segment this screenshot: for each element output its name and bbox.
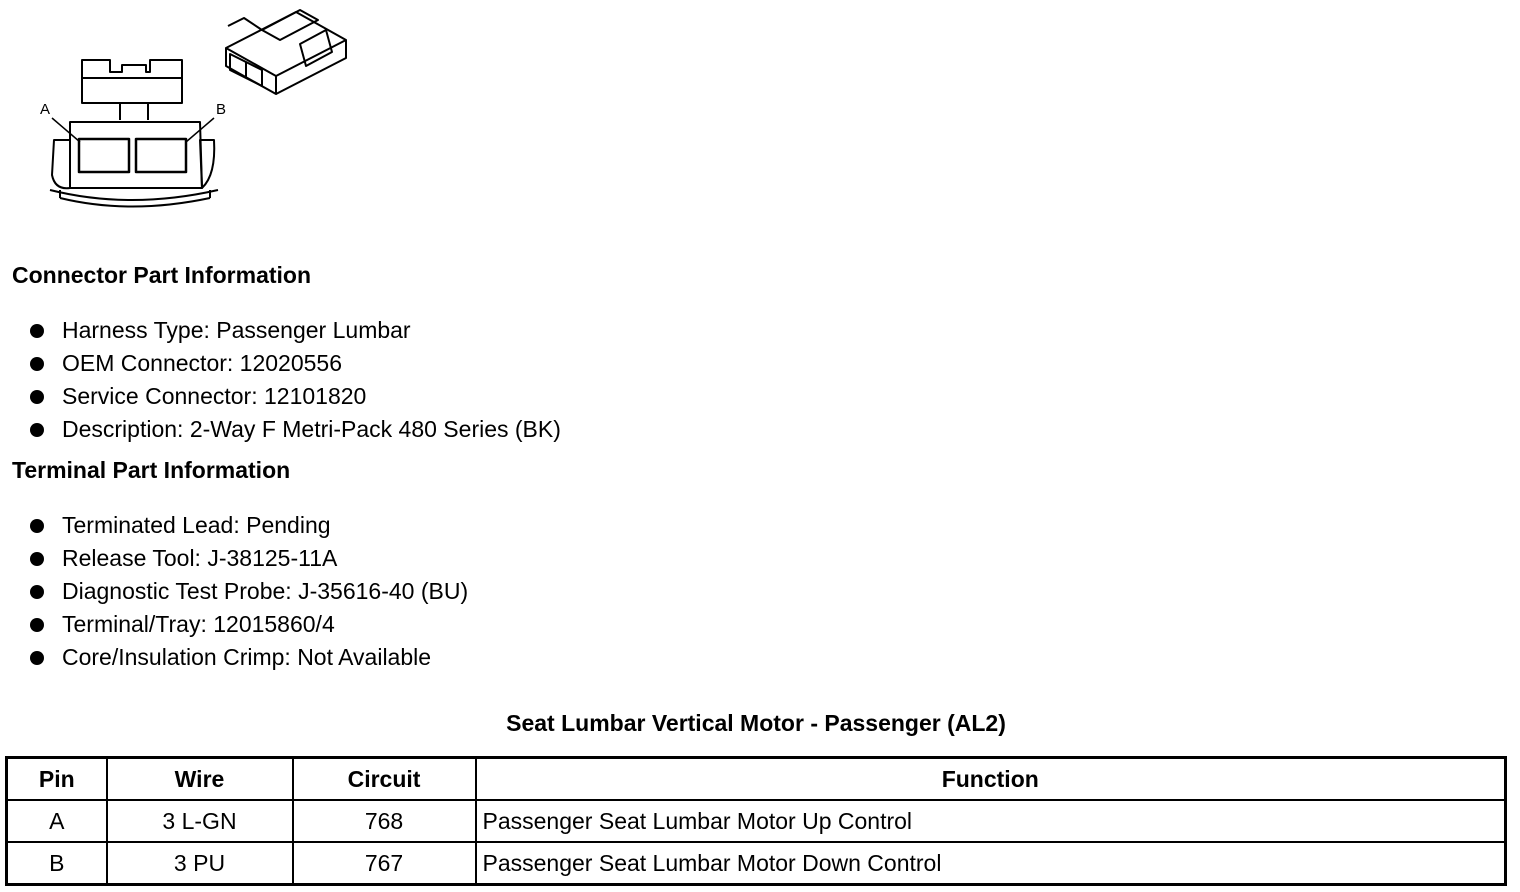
list-item: Description: 2-Way F Metri-Pack 480 Series (BK) <box>0 413 561 446</box>
table-row <box>7 842 1506 885</box>
list-item: Terminated Lead: Pending <box>0 509 468 542</box>
cell-wire: 3 L-GN <box>107 800 293 842</box>
connector-illustration <box>0 0 380 230</box>
cell-wire: 3 PU <box>107 842 293 885</box>
list-item: Terminal/Tray: 12015860/4 <box>0 608 468 641</box>
header-function: Function <box>476 758 1506 801</box>
list-item: Diagnostic Test Probe: J-35616-40 (BU) <box>0 575 468 608</box>
cell-pin: A <box>7 800 107 842</box>
list-item: OEM Connector: 12020556 <box>0 347 561 380</box>
bullet-icon <box>30 390 44 404</box>
bullet-icon <box>30 552 44 566</box>
table-header-row <box>7 758 1506 801</box>
header-wire: Wire <box>107 758 293 801</box>
bullet-icon <box>30 585 44 599</box>
bullet-icon <box>30 519 44 533</box>
pin-table <box>5 756 1507 886</box>
list-item: Service Connector: 12101820 <box>0 380 561 413</box>
pin-b-label: B <box>216 101 227 118</box>
table-title: Seat Lumbar Vertical Motor - Passenger (AL2) <box>506 710 1006 736</box>
cell-circuit: 767 <box>293 842 476 885</box>
terminal-part-heading: Terminal Part Information <box>12 457 291 483</box>
list-item: Harness Type: Passenger Lumbar <box>0 314 561 347</box>
header-pin: Pin <box>7 758 107 801</box>
bullet-icon <box>30 651 44 665</box>
bullet-icon <box>30 324 44 338</box>
terminal-part-list <box>0 509 468 674</box>
bullet-icon <box>30 423 44 437</box>
list-item: Release Tool: J-38125-11A <box>0 542 468 575</box>
cell-function: Passenger Seat Lumbar Motor Down Control <box>476 842 1506 885</box>
header-circuit: Circuit <box>293 758 476 801</box>
bullet-icon <box>30 618 44 632</box>
table-row <box>7 800 1506 842</box>
cell-circuit: 768 <box>293 800 476 842</box>
cell-pin: B <box>7 842 107 885</box>
list-item: Core/Insulation Crimp: Not Available <box>0 641 468 674</box>
pin-a-label: A <box>40 101 51 118</box>
bullet-icon <box>30 357 44 371</box>
connector-part-list <box>0 314 561 446</box>
connector-part-heading: Connector Part Information <box>12 262 312 288</box>
cell-function: Passenger Seat Lumbar Motor Up Control <box>476 800 1506 842</box>
